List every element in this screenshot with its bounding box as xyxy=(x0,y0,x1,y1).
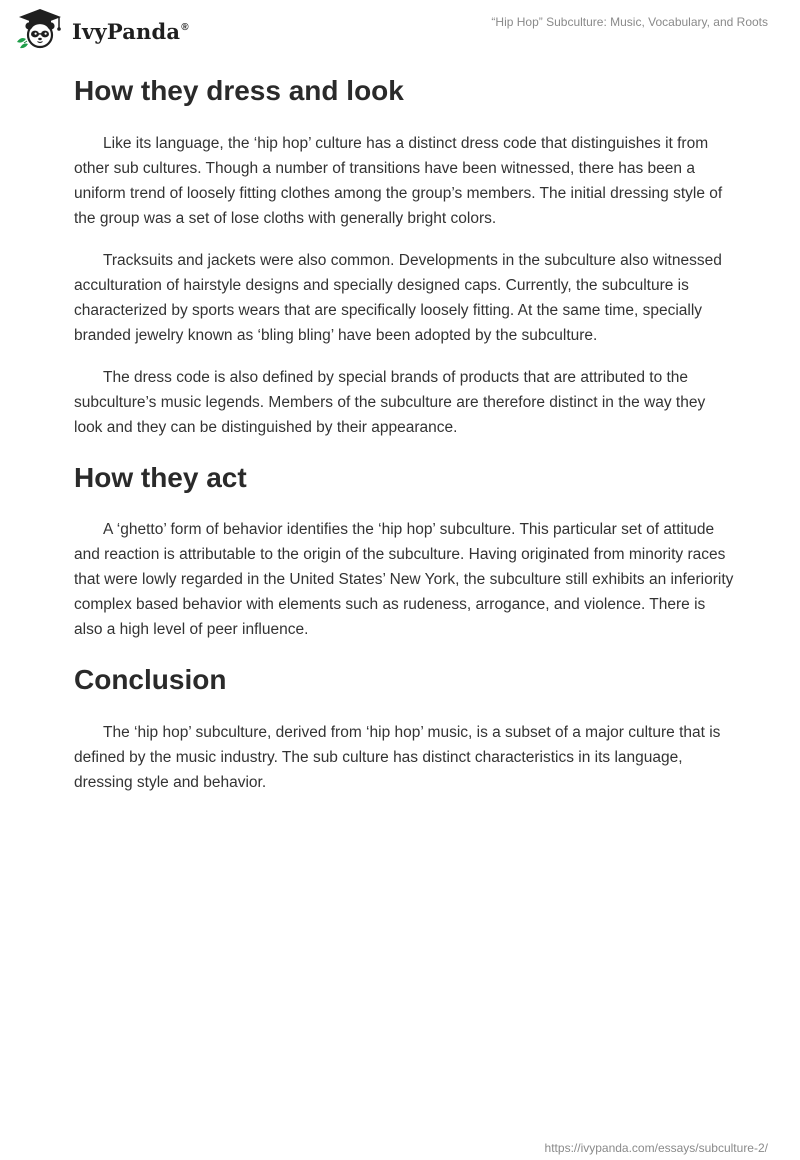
logo-wordmark xyxy=(72,19,189,44)
paragraph: The ‘hip hop’ subculture, derived from ‘hip hop’ music, is a subset of a major culture that is defined by the music industry. The sub culture has distinct characteristics in its language, dressing style and behavior. xyxy=(74,724,721,791)
section-heading-dress: How they dress and look xyxy=(74,75,404,106)
paragraph: The dress code is also defined by special brands of products that are attributed to the subculture’s music legends. Members of the subculture are therefore distinct in the way they look and they can be distinguished by their appearance. xyxy=(74,369,706,436)
registered-mark: ® xyxy=(181,21,189,33)
section-heading-conclusion: Conclusion xyxy=(74,664,227,695)
section-heading-act: How they act xyxy=(74,462,247,493)
paragraph: Tracksuits and jackets were also common. Developments in the subculture also witnessed acculturation of hairstyle designs and specially designed caps. Currently, the subculture is characterized by sports wears that are specifically loosely fitting. At the same time, specially branded jewelry known as ‘bling bling’ have been adopted by the subculture. xyxy=(74,252,722,344)
paragraph: A ‘ghetto’ form of behavior identifies the ‘hip hop’ subculture. This particular set of attitude and reaction is attributable to the origin of the subculture. Having originated from minority races that were lowly regarded in the United States’ New York, the subculture still exhibits an inferiority complex based behavior with elements such as rudeness, arrogance, and violence. There is also a high level of peer influence. xyxy=(74,521,734,638)
ivypanda-logo[interactable] xyxy=(14,8,189,50)
source-url[interactable]: https://ivypanda.com/essays/subculture-2/ xyxy=(544,1141,768,1155)
logo-name: IvyPanda xyxy=(72,18,181,44)
page-header xyxy=(0,0,800,70)
essay-content xyxy=(74,70,734,795)
document-title: “Hip Hop” Subculture: Music, Vocabulary, and Roots xyxy=(491,15,768,29)
panda-graduate-icon xyxy=(14,8,66,50)
paragraph: Like its language, the ‘hip hop’ culture has a distinct dress code that distinguishes it from other sub cultures. Though a number of transitions have been witnessed, there has been a uniform trend of loosely fitting clothes among the group’s members. The initial dressing style of the group was a set of lose cloths with generally bright colors. xyxy=(74,135,723,227)
